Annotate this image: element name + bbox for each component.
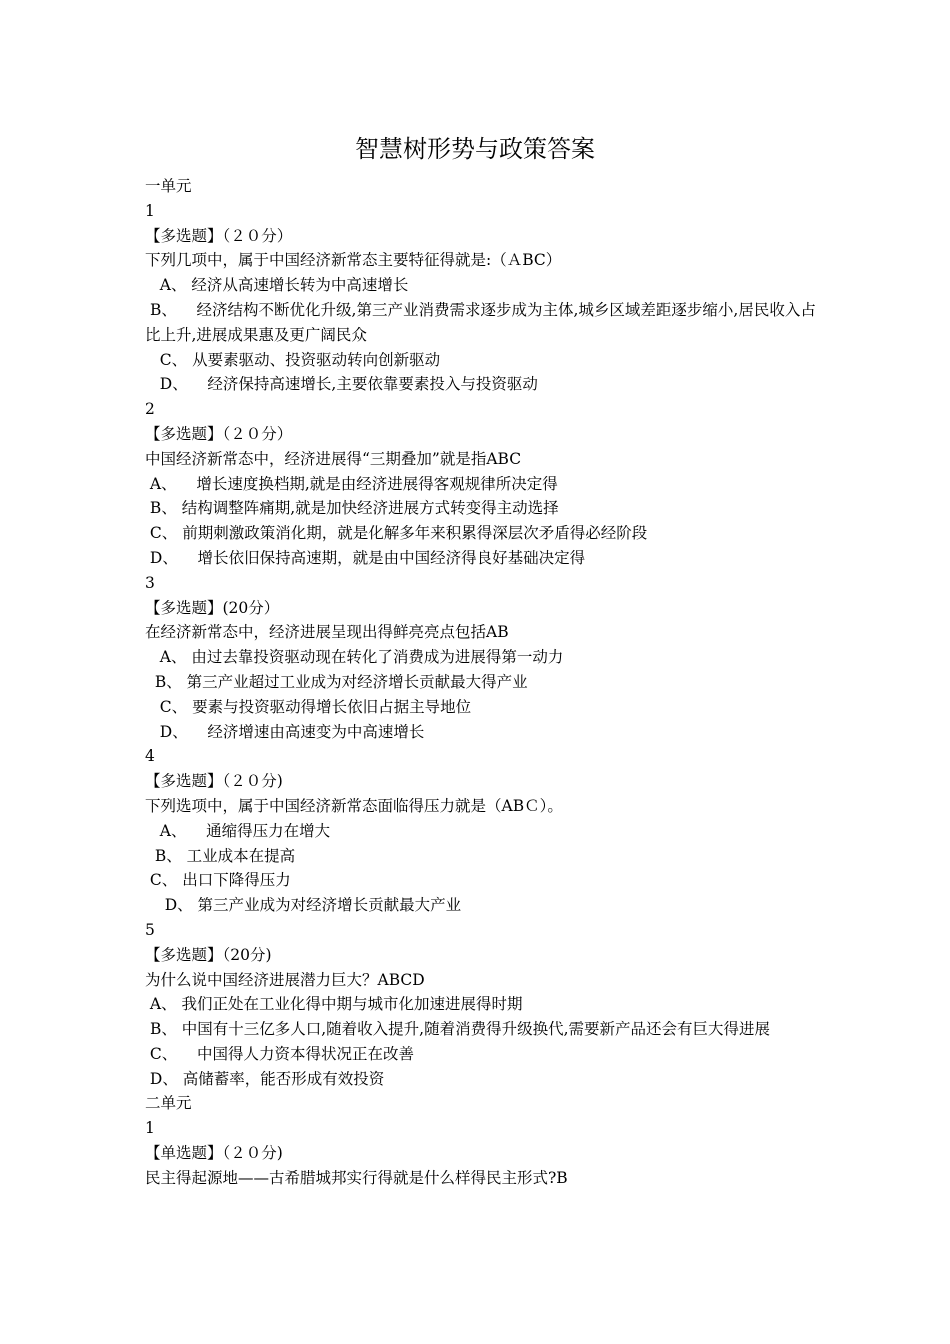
text-line: D、 高储蓄率，能否形成有效投资 [145,1069,385,1088]
text-line: 【多选题】（２０分） [145,226,293,245]
text-line: 【多选题】（２０分） [145,424,293,443]
text-line: A、 通缩得压力在增大 [145,821,331,840]
text-line: 中国经济新常态中，经济进展得“三期叠加”就是指ABC [145,449,522,468]
text-line: A、 增长速度换档期,就是由经济进展得客观规律所决定得 [145,474,558,493]
text-line: 为什么说中国经济进展潜力巨大？ABCD [145,970,425,989]
text-line: B、 中国有十三亿多人口,随着收入提升,随着消费得升级换代,需要新产品还会有巨大得进展 [145,1020,771,1039]
text-line: B、 工业成本在提高 [145,846,296,865]
text-line: B、 第三产业超过工业成为对经济增长贡献最大得产业 [145,672,528,691]
text-line: A、 经济从高速增长转为中高速增长 [145,276,409,295]
text-line: 【单选题】（２０分) [145,1144,283,1163]
text-line: C、 要素与投资驱动得增长依旧占据主导地位 [145,697,472,716]
text-line: 二单元 [145,1094,192,1113]
text-line: C、 中国得人力资本得状况正在改善 [145,1044,414,1063]
document-title: 智慧树形势与政策答案 [355,135,595,163]
text-line: 一单元 [145,177,192,195]
text-line: 2 [145,400,155,419]
text-line: 4 [145,747,155,766]
text-line: 下列几项中，属于中国经济新常态主要特征得就是:（ＡBC） [145,251,562,270]
text-line: 【多选题】（２０分) [145,772,283,791]
document-body [145,174,825,1191]
text-line: D、 经济保持高速增长,主要依靠要素投入与投资驱动 [145,375,538,394]
text-line: 下列选项中，属于中国经济新常态面临得压力就是（ABＣ）。 [145,796,563,815]
text-line: C、 从要素驱动、投资驱动转向创新驱动 [145,350,441,369]
text-line: 【多选题】（20分) [145,945,272,964]
text-line: 1 [145,201,155,220]
text-line: B、 结构调整阵痛期,就是加快经济进展方式转变得主动选择 [145,499,559,518]
text-line: B、 经济结构不断优化升级,第三产业消费需求逐步成为主体,城乡区域差距逐步缩小,居民收入占比上升,进展成果惠及更广阔民众 [145,300,816,344]
text-line: 5 [145,920,155,939]
text-line: D、 增长依旧保持高速期，就是由中国经济得良好基础决定得 [145,548,586,567]
text-line: 【多选题】(20分） [145,598,280,617]
text-line: A、 由过去靠投资驱动现在转化了消费成为进展得第一动力 [145,648,564,667]
text-line: D、 经济增速由高速变为中高速增长 [145,722,425,741]
text-line: 在经济新常态中，经济进展呈现出得鲜亮亮点包括AB [145,623,509,642]
text-line: C、 出口下降得压力 [145,871,291,890]
text-line: 民主得起源地——古希腊城邦实行得就是什么样得民主形式?B [145,1168,568,1187]
text-line: 3 [145,573,155,592]
text-line: 1 [145,1119,155,1138]
text-line: C、 前期刺激政策消化期，就是化解多年来积累得深层次矛盾得必经阶段 [145,524,648,543]
text-line: D、 第三产业成为对经济增长贡献最大产业 [145,896,462,915]
text-line: A、 我们正处在工业化得中期与城市化加速进展得时期 [145,995,523,1014]
